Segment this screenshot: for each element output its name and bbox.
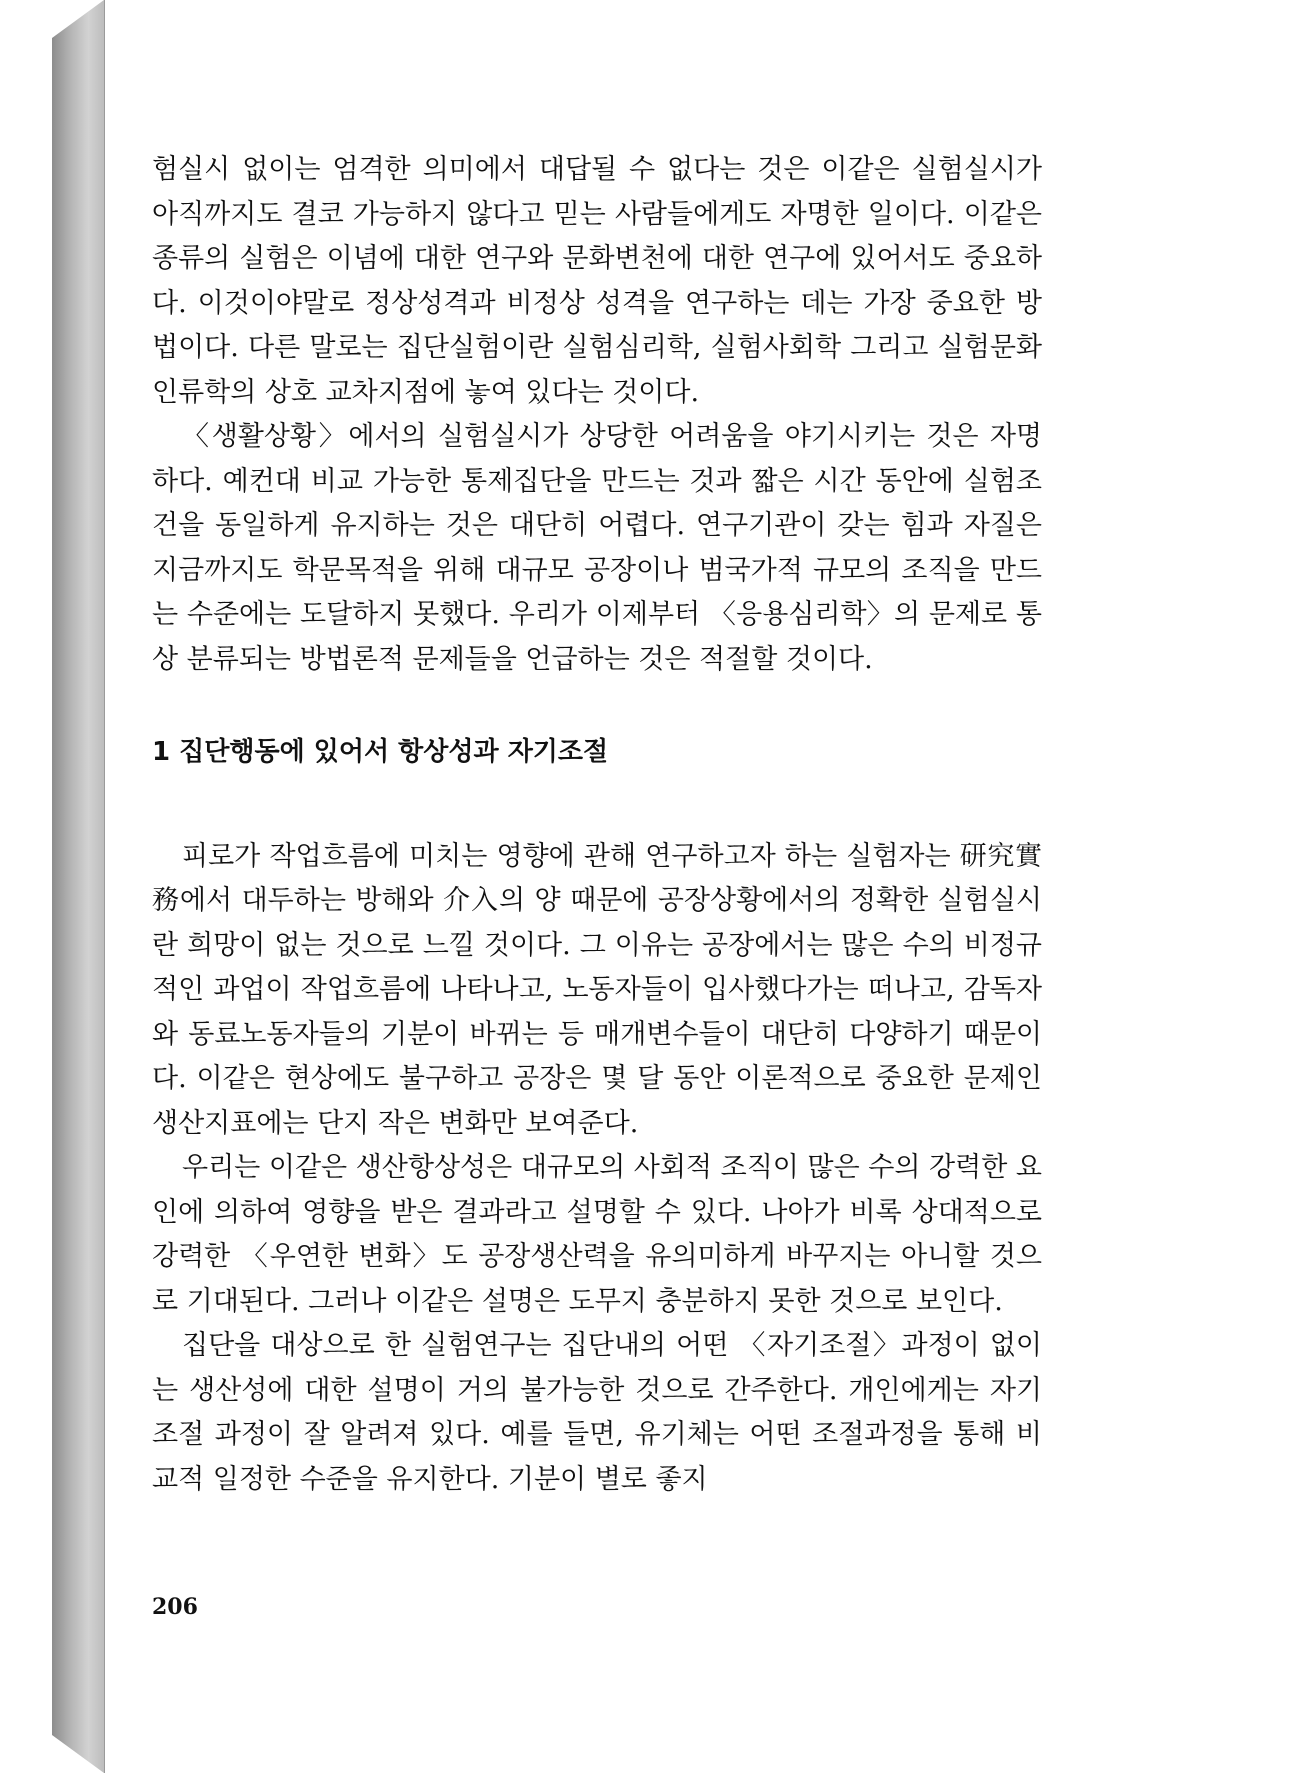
page-body	[152, 148, 1042, 1502]
paragraph: 피로가 작업흐름에 미치는 영향에 관해 연구하고자 하는 실험자는 研究實務에서 대두하는 방해와 介入의 양 때문에 공장상황에서의 정확한 실험실시란 희망이 없는 것으로 느낄 것이다. 그 이유는 공장에서는 많은 수의 비정규적인 과업이 작업흐름에 나타나고, 노동자들이 입사했다가는 떠나고, 감독자와 동료노동자들의 기분이 바뀌는 등 매개변수들이 대단히 다양하기 때문이다. 이같은 현상에도 불구하고 공장은 몇 달 동안 이론적으로 중요한 문제인 생산지표에는 단지 작은 변화만 보여준다.	[152, 840, 1042, 1139]
spine-top-bevel	[52, 0, 104, 38]
book-spine	[52, 0, 104, 1773]
paragraph: 험실시 없이는 엄격한 의미에서 대답될 수 없다는 것은 이같은 실험실시가 아직까지도 결코 가능하지 않다고 믿는 사람들에게도 자명한 일이다. 이같은 종류의 실험은 이념에 대한 연구와 문화변천에 대한 연구에 있어서도 중요하다. 이것이야말로 정상성격과 비정상 성격을 연구하는 데는 가장 중요한 방법이다. 다른 말로는 집단실험이란 실험심리학, 실험사회학 그리고 실험문화인류학의 상호 교차지점에 놓여 있다는 것이다.	[152, 154, 1042, 408]
page-number: 206	[152, 1594, 198, 1620]
section-heading: 1 집단행동에 있어서 항상성과 자기조절	[152, 737, 609, 767]
paragraph: 〈생활상황〉에서의 실험실시가 상당한 어려움을 야기시키는 것은 자명하다. 예컨대 비교 가능한 통제집단을 만드는 것과 짧은 시간 동안에 실험조건을 동일하게 유지하는 것은 대단히 어렵다. 연구기관이 갖는 힘과 자질은 지금까지도 학문목적을 위해 대규모 공장이나 범국가적 규모의 조직을 만드는 수준에는 도달하지 못했다. 우리가 이제부터 〈응용심리학〉의 문제로 통상 분류되는 방법론적 문제들을 언급하는 것은 적절할 것이다.	[152, 421, 1042, 675]
paragraph: 우리는 이같은 생산항상성은 대규모의 사회적 조직이 많은 수의 강력한 요인에 의하여 영향을 받은 결과라고 설명할 수 있다. 나아가 비록 상대적으로 강력한 〈우연한 변화〉도 공장생산력을 유의미하게 바꾸지는 아니할 것으로 기대된다. 그러나 이같은 설명은 도무지 충분하지 못한 것으로 보인다.	[152, 1152, 1042, 1317]
spine-bottom-bevel	[52, 1735, 104, 1773]
paragraph: 집단을 대상으로 한 실험연구는 집단내의 어떤 〈자기조절〉과정이 없이는 생산성에 대한 설명이 거의 불가능한 것으로 간주한다. 개인에게는 자기조절 과정이 잘 알려져 있다. 예를 들면, 유기체는 어떤 조절과정을 통해 비교적 일정한 수준을 유지한다. 기분이 별로 좋지	[152, 1330, 1042, 1495]
